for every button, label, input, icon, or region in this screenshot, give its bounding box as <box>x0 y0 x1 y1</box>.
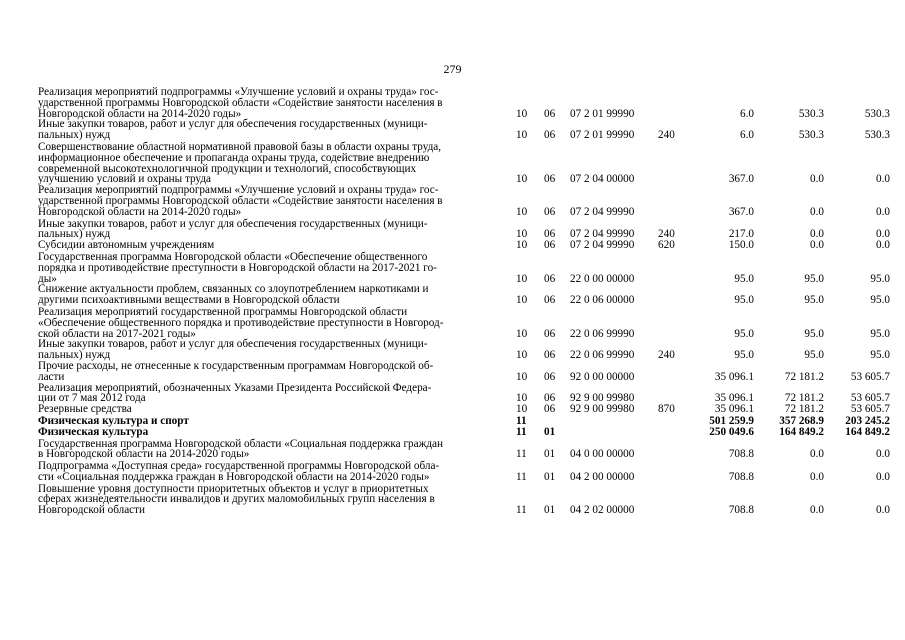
table-row <box>38 86 890 120</box>
row-subsection-code: 06 <box>544 370 556 383</box>
row-target-article: 07 2 01 99990 <box>570 129 635 142</box>
row-amount-year-3: 0.0 <box>876 470 890 483</box>
table-row <box>38 482 890 517</box>
row-section-code: 10 <box>516 370 528 383</box>
table-row <box>38 403 890 416</box>
table-row <box>38 437 890 461</box>
row-target-article: 07 2 01 99990 <box>570 107 635 120</box>
row-description: Физическая культура и спорт <box>38 414 189 427</box>
row-target-article: 07 2 04 99990 <box>570 239 635 252</box>
row-subsection-code: 06 <box>544 294 556 307</box>
row-section-code: 11 <box>516 448 527 461</box>
row-expense-type: 240 <box>658 129 675 142</box>
row-amount-year-2: 72 181.2 <box>784 392 824 405</box>
row-amount-year-2: 0.0 <box>810 205 824 218</box>
row-section-code: 11 <box>516 504 527 517</box>
row-description: Физическая культура <box>38 425 149 438</box>
row-amount-year-1: 95.0 <box>734 294 754 307</box>
row-amount-year-1: 35 096.1 <box>714 403 754 416</box>
row-amount-year-3: 0.0 <box>876 173 890 186</box>
row-section-code: 10 <box>516 294 528 307</box>
row-amount-year-2: 0.0 <box>810 173 824 186</box>
row-amount-year-3: 95.0 <box>870 294 890 307</box>
row-description: Снижение актуальности проблем, связанных со злоупотреблением наркотиками и другими психоактивными веществами в Новгородской области <box>38 283 429 307</box>
table-row <box>38 359 890 383</box>
row-target-article: 92 9 00 99980 <box>570 403 635 416</box>
row-amount-year-3: 0.0 <box>876 504 890 517</box>
row-target-article: 04 2 02 00000 <box>570 504 635 517</box>
row-amount-year-1: 367.0 <box>728 173 754 186</box>
row-expense-type: 240 <box>658 228 675 241</box>
row-section-code: 10 <box>516 349 528 362</box>
row-amount-year-2: 0.0 <box>810 239 824 252</box>
row-description: Государственная программа Новгородской области «Обеспечение общественного порядка и противодействие преступности в Новгородской области на 2017-2021 го- ды» <box>38 250 437 285</box>
row-amount-year-2: 0.0 <box>810 448 824 461</box>
row-section-code: 11 <box>516 470 527 483</box>
row-amount-year-3: 53 605.7 <box>850 392 890 405</box>
row-amount-year-3: 164 849.2 <box>845 425 890 438</box>
table-row <box>38 381 890 405</box>
row-target-article: 92 9 00 99980 <box>570 392 635 405</box>
row-amount-year-1: 35 096.1 <box>714 370 754 383</box>
row-target-article: 22 0 06 00000 <box>570 294 635 307</box>
row-amount-year-1: 95.0 <box>734 272 754 285</box>
row-subsection-code: 01 <box>544 504 556 517</box>
row-amount-year-3: 203 245.2 <box>845 414 890 427</box>
row-subsection-code: 06 <box>544 173 556 186</box>
row-target-article: 07 2 04 00000 <box>570 173 635 186</box>
table-row <box>38 425 890 438</box>
row-amount-year-1: 250 049.6 <box>709 425 754 438</box>
table-row <box>38 140 890 186</box>
row-section-code: 10 <box>516 272 528 285</box>
table-row <box>38 250 890 285</box>
row-target-article: 04 0 00 00000 <box>570 448 635 461</box>
row-description: Совершенствование областной нормативной правовой базы в области охраны труда, информационное обеспечение и пропаганда охраны труда, содействие внедрению современной высокотехнологичной продукции и технологий, способствующих улучшению условий и охраны труда <box>38 140 442 186</box>
row-description: Реализация мероприятий, обозначенных Указами Президента Российской Федера- ции от 7 мая 2012 года <box>38 381 432 405</box>
table-row <box>38 283 890 307</box>
row-description: Прочие расходы, не отнесенные к государственным программам Новгородской об- ласти <box>38 359 434 383</box>
row-subsection-code: 06 <box>544 392 556 405</box>
row-amount-year-2: 72 181.2 <box>784 403 824 416</box>
row-section-code: 10 <box>516 205 528 218</box>
row-amount-year-1: 6.0 <box>740 129 754 142</box>
row-amount-year-1: 708.8 <box>728 448 754 461</box>
row-subsection-code: 01 <box>544 425 556 438</box>
row-target-article: 07 2 04 99990 <box>570 205 635 218</box>
row-section-code: 10 <box>516 228 528 241</box>
row-amount-year-3: 0.0 <box>876 239 890 252</box>
row-amount-year-1: 150.0 <box>728 239 754 252</box>
row-section-code: 10 <box>516 173 528 186</box>
row-amount-year-2: 530.3 <box>798 107 824 120</box>
row-amount-year-2: 0.0 <box>810 470 824 483</box>
table-row <box>38 217 890 241</box>
row-subsection-code: 06 <box>544 403 556 416</box>
row-amount-year-1: 708.8 <box>728 470 754 483</box>
row-description: Государственная программа Новгородской области «Социальная поддержка граждан в Новгородской области на 2014-2020 годы» <box>38 437 443 461</box>
row-subsection-code: 06 <box>544 239 556 252</box>
row-section-code: 10 <box>516 403 528 416</box>
row-amount-year-1: 35 096.1 <box>714 392 754 405</box>
table-row <box>38 184 890 218</box>
row-description: Субсидии автономным учреждениям <box>38 239 215 252</box>
row-amount-year-2: 95.0 <box>804 272 824 285</box>
row-section-code: 10 <box>516 107 528 120</box>
row-section-code: 10 <box>516 129 528 142</box>
row-subsection-code: 06 <box>544 228 556 241</box>
row-target-article: 04 2 00 00000 <box>570 470 635 483</box>
row-description: Резервные средства <box>38 403 132 416</box>
row-target-article: 92 0 00 00000 <box>570 370 635 383</box>
row-section-code: 11 <box>516 414 527 427</box>
row-section-code: 10 <box>516 327 528 340</box>
table-row <box>38 460 890 483</box>
row-section-code: 10 <box>516 239 528 252</box>
row-amount-year-2: 95.0 <box>804 327 824 340</box>
table-row <box>38 338 890 362</box>
row-subsection-code: 06 <box>544 129 556 142</box>
row-amount-year-2: 530.3 <box>798 129 824 142</box>
row-description: Реализация мероприятий государственной программы Новгородской области «Обеспечение общественного порядка и противодействие преступности в Новгород- ской области на 2017-2021 годы» <box>38 305 444 340</box>
row-amount-year-1: 708.8 <box>728 504 754 517</box>
row-amount-year-2: 164 849.2 <box>779 425 824 438</box>
row-amount-year-3: 0.0 <box>876 228 890 241</box>
row-amount-year-2: 95.0 <box>804 294 824 307</box>
row-amount-year-3: 53 605.7 <box>850 403 890 416</box>
row-expense-type: 870 <box>658 403 675 416</box>
row-subsection-code: 01 <box>544 448 556 461</box>
row-subsection-code: 01 <box>544 470 556 483</box>
table-row <box>38 239 890 252</box>
row-amount-year-3: 530.3 <box>864 129 890 142</box>
row-section-code: 10 <box>516 392 528 405</box>
row-description: Иные закупки товаров, работ и услуг для обеспечения государственных (муници- пальных) нужд <box>38 338 428 362</box>
row-target-article: 22 0 06 99990 <box>570 327 635 340</box>
row-amount-year-3: 53 605.7 <box>850 370 890 383</box>
row-amount-year-3: 0.0 <box>876 205 890 218</box>
row-amount-year-2: 72 181.2 <box>784 370 824 383</box>
row-amount-year-2: 357 268.9 <box>779 414 824 427</box>
row-amount-year-3: 530.3 <box>864 107 890 120</box>
row-target-article: 22 0 00 00000 <box>570 272 635 285</box>
row-subsection-code: 06 <box>544 107 556 120</box>
row-expense-type: 620 <box>658 239 675 252</box>
row-amount-year-3: 95.0 <box>870 349 890 362</box>
row-amount-year-1: 367.0 <box>728 205 754 218</box>
row-subsection-code: 06 <box>544 205 556 218</box>
row-subsection-code: 06 <box>544 327 556 340</box>
row-subsection-code: 06 <box>544 272 556 285</box>
budget-table <box>38 86 890 517</box>
row-description: Иные закупки товаров, работ и услуг для обеспечения государственных (муници- пальных) нужд <box>38 217 428 241</box>
row-amount-year-3: 95.0 <box>870 272 890 285</box>
row-amount-year-2: 0.0 <box>810 228 824 241</box>
row-target-article: 22 0 06 99990 <box>570 349 635 362</box>
row-amount-year-1: 6.0 <box>740 107 754 120</box>
row-amount-year-2: 0.0 <box>810 504 824 517</box>
row-amount-year-1: 217.0 <box>728 228 754 241</box>
row-section-code: 11 <box>516 425 527 438</box>
row-amount-year-3: 0.0 <box>876 448 890 461</box>
row-description: Иные закупки товаров, работ и услуг для обеспечения государственных (муници- пальных) нужд <box>38 118 428 142</box>
row-description: Реализация мероприятий подпрограммы «Улучшение условий и охраны труда» гос- ударственной программы Новгородской области «Содействие занятости населения в Новгородской области на 2014-2020 годы» <box>38 184 443 218</box>
row-target-article: 07 2 04 99990 <box>570 228 635 241</box>
row-expense-type: 240 <box>658 349 675 362</box>
table-row <box>38 118 890 142</box>
row-description: Подпрограмма «Доступная среда» государственной программы Новгородской обла- сти «Социальная поддержка граждан в Новгородской области на 2014-2020 годы» <box>38 460 440 483</box>
page-number: 279 <box>443 62 462 76</box>
row-amount-year-1: 95.0 <box>734 349 754 362</box>
row-amount-year-1: 501 259.9 <box>709 414 754 427</box>
row-subsection-code: 06 <box>544 349 556 362</box>
row-amount-year-2: 95.0 <box>804 349 824 362</box>
row-amount-year-3: 95.0 <box>870 327 890 340</box>
row-description: Повышение уровня доступности приоритетных объектов и услуг в приоритетных сферах жизнедеятельности инвалидов и других маломобильных групп населения в Новгородской области <box>38 482 435 517</box>
table-row <box>38 305 890 340</box>
row-description: Реализация мероприятий подпрограммы «Улучшение условий и охраны труда» гос- ударственной программы Новгородской области «Содействие занятости населения в Новгородской области на 2014-2020 годы» <box>38 86 443 120</box>
row-amount-year-1: 95.0 <box>734 327 754 340</box>
